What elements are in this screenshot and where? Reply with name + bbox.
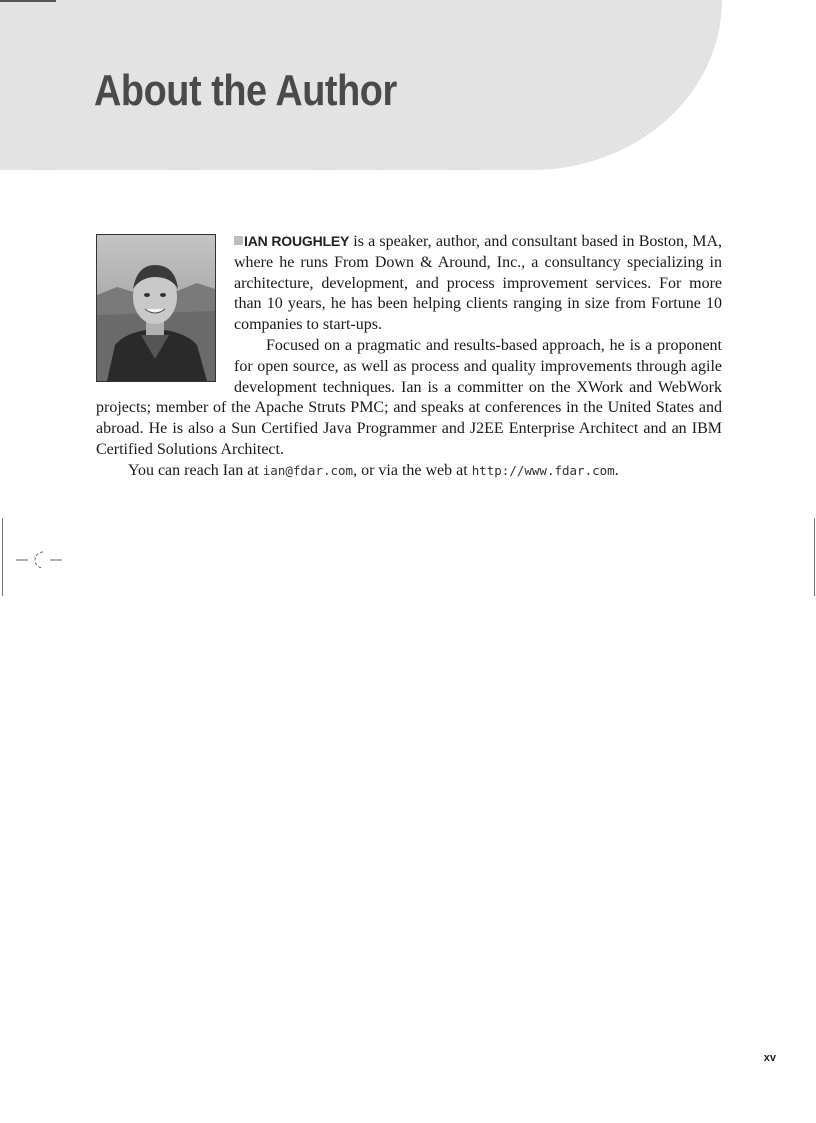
bio-intro-text: is a speaker, author, and consultant based in Boston, MA, where he runs From Down & Around, Inc., a consultancy specializing in architecture, development, and process improvement services. For more than 10 years, he has been helping clients ranging in size from Fortune 10 companies to start-ups. — [234, 233, 722, 334]
photo-spacer — [96, 231, 218, 389]
chapter-title: About the Author — [94, 66, 397, 115]
bio-paragraph-approach: Focused on a pragmatic and results-based approach, he is a proponent for open source, as well as process and quality improvements through agile development techniques. Ian is a committer on the XWork and WebWork projects; member of the Apache Struts PMC; and speaks at conferences in the United States and abroad. He is also a Sun Certified Java Programmer and J2EE Enterprise Architect and an IBM Certified Solutions Architect. — [96, 336, 722, 458]
name-marker-icon — [234, 236, 243, 245]
contact-prefix: You can reach Ian at — [128, 461, 263, 479]
website-link[interactable]: http://www.fdar.com — [471, 462, 615, 478]
top-rule — [0, 0, 56, 2]
contact-middle: , or via the web at — [353, 461, 472, 479]
crop-mark-right — [814, 518, 815, 596]
author-name: IAN ROUGHLEY — [244, 233, 350, 249]
page-number: xv — [763, 1052, 776, 1064]
bio-paragraph-contact — [96, 461, 722, 482]
registration-mark-icon — [16, 549, 62, 571]
contact-suffix: . — [614, 461, 619, 479]
email-link[interactable]: ian@fdar.com — [262, 462, 354, 478]
crop-mark-left — [2, 518, 3, 596]
author-bio — [96, 231, 722, 482]
